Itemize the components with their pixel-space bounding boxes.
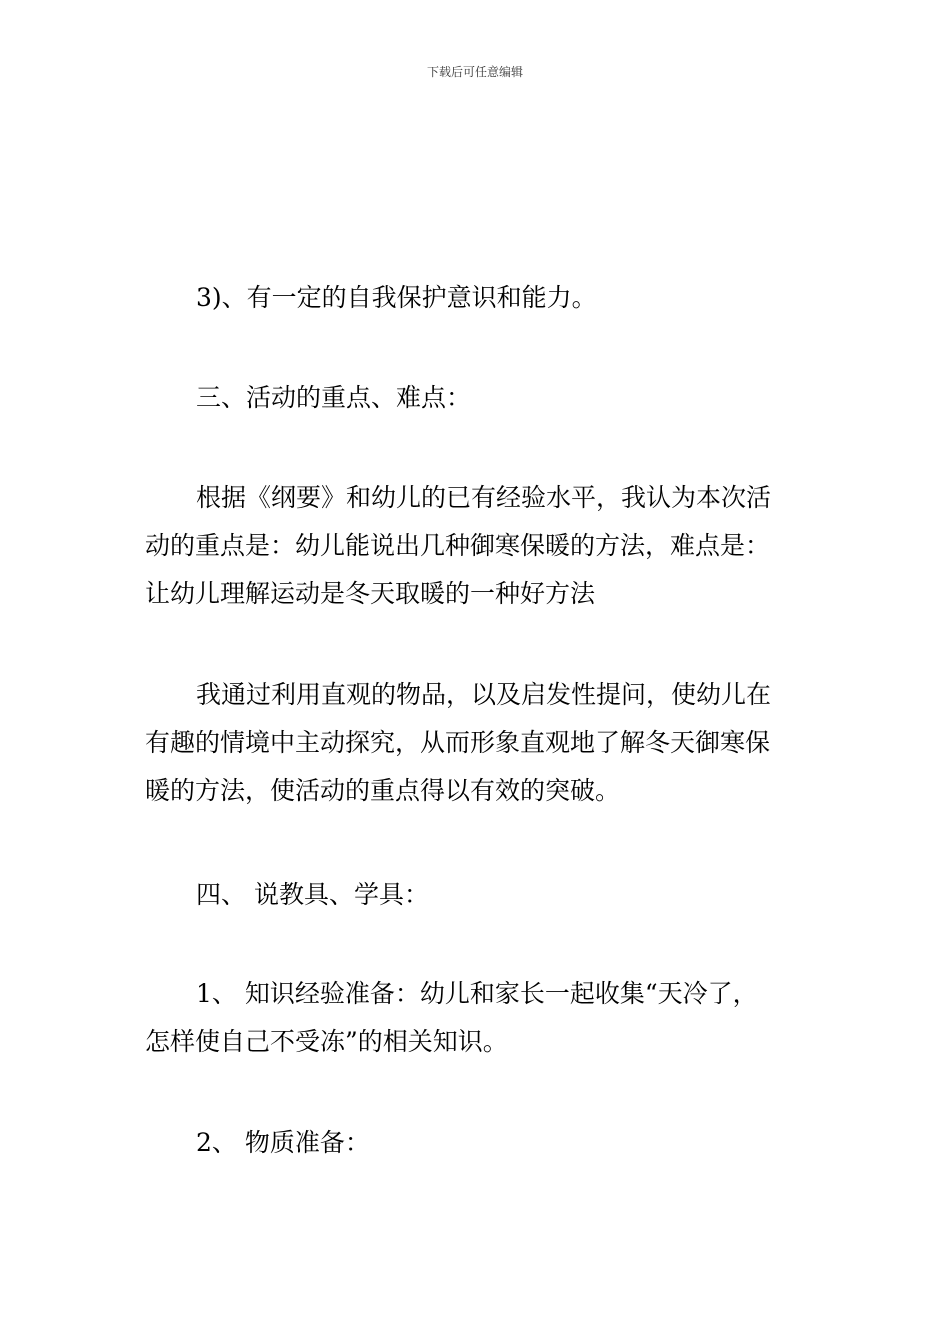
text-line: 让幼儿理解运动是冬天取暖的一种好方法	[145, 579, 596, 608]
paragraph-knowledge-prep	[145, 970, 810, 1066]
paragraph-key-points	[145, 474, 810, 618]
text-line: 三、活动的重点、难点：	[196, 383, 472, 412]
text-line: 怎样使自己不受冻”的相关知识。	[145, 1027, 508, 1056]
paragraph-self-protection	[145, 274, 810, 322]
text-line: 我通过利用直观的物品，以及启发性提问，使幼儿在	[196, 680, 772, 709]
text-line: 四、 说教具、学具：	[196, 880, 429, 909]
text-line: 1、 知识经验准备：幼儿和家长一起收集“天冷了，	[196, 979, 758, 1008]
text-line: 动的重点是：幼儿能说出几种御寒保暖的方法，难点是：	[145, 531, 771, 560]
text-line: 暖的方法，使活动的重点得以有效的突破。	[145, 776, 621, 805]
page-header: 下载后可任意编辑	[426, 65, 523, 79]
text-line: 根据《纲要》和幼儿的已有经验水平，我认为本次活	[196, 483, 772, 512]
text-line: 2、 物质准备：	[196, 1128, 370, 1157]
heading-key-points	[145, 374, 810, 422]
paragraph-method	[145, 671, 810, 815]
heading-teaching-aids	[145, 871, 810, 919]
paragraph-material-prep	[145, 1119, 810, 1167]
text-line: 有趣的情境中主动探究，从而形象直观地了解冬天御寒保	[145, 728, 771, 757]
text-line: 3)、有一定的自我保护意识和能力。	[196, 283, 597, 312]
